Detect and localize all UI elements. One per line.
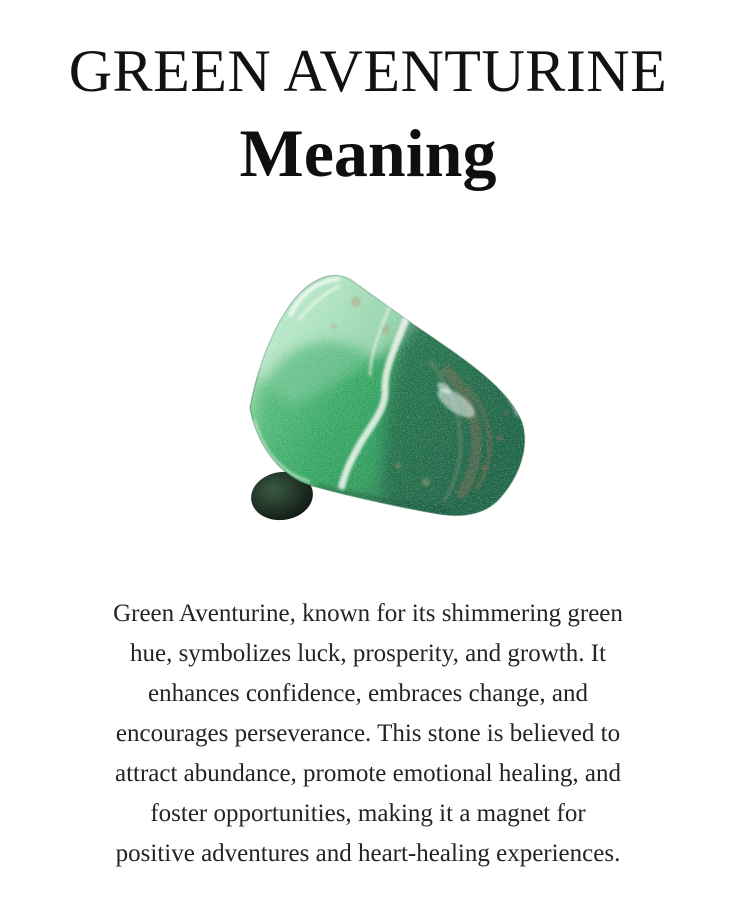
page-title: GREEN AVENTURINE [68, 38, 668, 104]
body-text-line: encourages perseverance. This stone is believed to [115, 720, 621, 747]
body-text-line: enhances confidence, embraces change, and [147, 680, 589, 707]
body-text-line: attract abundance, promote emotional healing, and [114, 760, 622, 787]
body-text-line: foster opportunities, making it a magnet for [150, 800, 586, 827]
green-aventurine-stone-image [238, 268, 538, 528]
page-subtitle: Meaning [239, 115, 497, 191]
body-text-line: Green Aventurine, known for its shimmering green [113, 600, 623, 627]
stone-image-container [0, 268, 736, 528]
body-text-line: hue, symbolizes luck, prosperity, and growth. It [129, 640, 607, 667]
body-text-line: positive adventures and heart-healing experiences. [115, 840, 621, 867]
description-paragraph [0, 594, 736, 874]
title-block [0, 0, 736, 191]
